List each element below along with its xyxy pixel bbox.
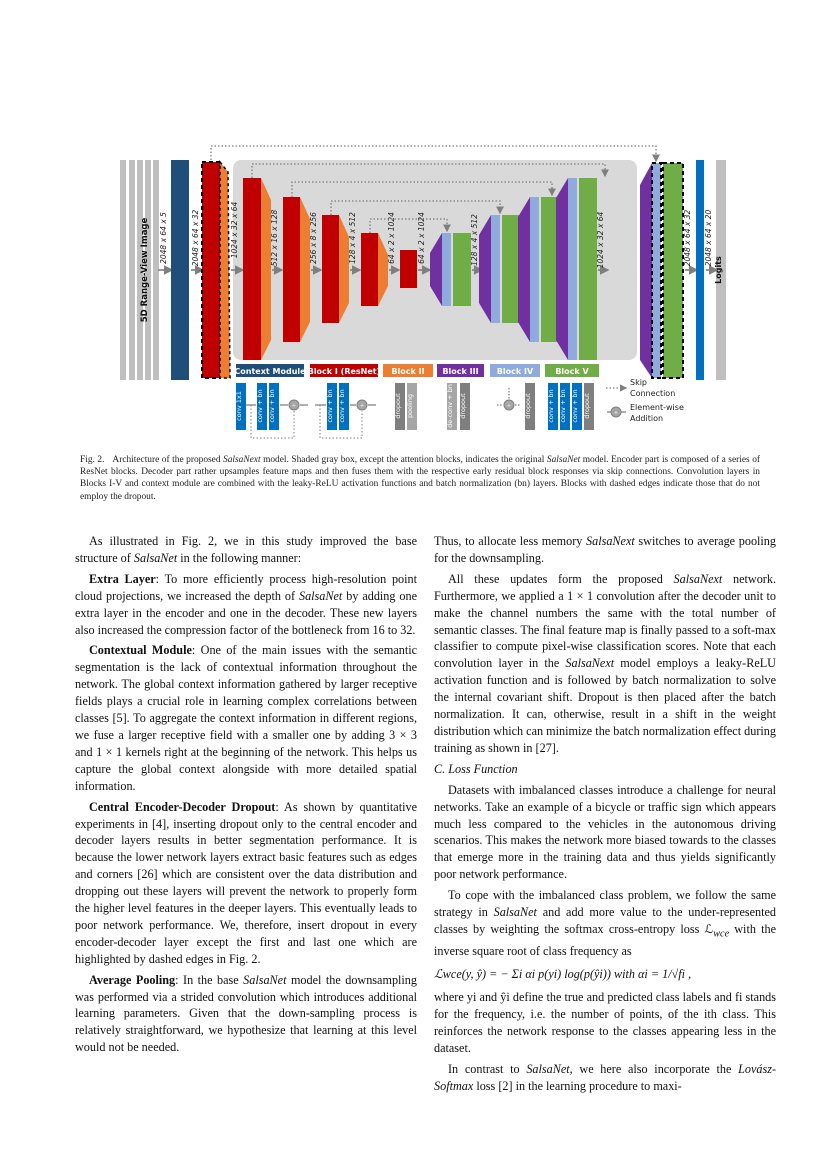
final-skip-fusion-block xyxy=(652,163,661,378)
loss-paragraph-1: Datasets with imbalanced classes introduce a challenge for neural networks. Take an example of a bicycle or traffic sign which appears much less compared to the vehicles in the autonomous driving scenarios. This makes the network more biased towards to the classes that emerge more in the training data and thus yields significantly poor network performance. xyxy=(434,782,776,882)
op-label: conv + bn xyxy=(559,389,567,423)
op-label: pooling xyxy=(406,394,414,418)
dim-label: 1024 x 32 x 64 xyxy=(596,211,605,269)
op-label: conv + bn xyxy=(268,389,276,423)
decoder-skip-fusion-block xyxy=(530,197,539,342)
encoder-resnet-block xyxy=(243,178,261,360)
op-label: dropout xyxy=(524,393,532,419)
contrast-paragraph: In contrast to SalsaNet, we here also incorporate the Lovász-Softmax loss [2] in the learning procedure to maxi- xyxy=(434,1061,776,1093)
op-label: de-conv + bn xyxy=(446,384,454,428)
dim-label: 2048 x 64 x 32 xyxy=(683,209,692,267)
left-column xyxy=(75,533,417,1060)
legend-block-label: Block V xyxy=(555,367,589,376)
dim-label: 256 x 8 x 256 xyxy=(309,212,318,264)
op-label: conv + bn xyxy=(571,389,579,423)
legend-block-label: Block II xyxy=(391,367,425,376)
decoder-upsample-block xyxy=(556,178,568,360)
dropout-paragraph: Central Encoder-Decoder Dropout: As shown by quantitative experiments in [4], inserting dropout only to the central encoder and decoder layers results in better segmentation performance. It is because the lower network layers extract basic features such as edges and corners [26] which are consistent over the data distribution and dropping out these layers will prevent the network to properly form the higher level features in the deeper layers. This eventually leads to poor network performance. We, therefore, insert dropout in every encoder-decoder layer except the first and last one which are highlighted by dashed edges in Fig. 2. xyxy=(75,799,417,966)
decoder-conv-block xyxy=(502,215,520,323)
decoder-skip-fusion-block xyxy=(491,215,500,323)
caption-label: Fig. 2. xyxy=(80,455,105,465)
dim-label: 2048 x 64 x 5 xyxy=(159,212,168,264)
loss-equation: ℒwce(y, ŷ) = − Σi αi p(yi) log(p(ŷi)) with αi = 1/√fi , xyxy=(434,967,692,982)
op-label: dropout xyxy=(394,393,402,419)
op-label: conv + bn xyxy=(547,389,555,423)
architecture-figure xyxy=(0,0,827,450)
continuation-paragraph: Thus, to allocate less memory SalsaNext switches to average pooling for the downsampling. xyxy=(434,534,776,565)
dim-label: 2048 x 64 x 32 xyxy=(191,209,200,267)
dim-label: 64 x 2 x 1024 xyxy=(387,212,396,264)
context-module-block xyxy=(202,162,220,378)
legend-add-label: Element-wise Addition xyxy=(630,403,684,423)
op-label: conv + bn xyxy=(256,389,264,423)
dim-label: 512 x 16 x 128 xyxy=(270,209,279,267)
updates-paragraph: All these updates form the proposed SalsaNext network. Furthermore, we applied a 1 × 1 convolution after the decoder unit to make the channel numbers the same with the total number of semantic classes. The final feature map is finally passed to a soft-max classifier to compute pixel-wise classification scores. Note that each convolution layer in the SalsaNext model employs a leaky-ReLU activation function and is followed by batch normalization to solve the internal covariant shift. Dropout is then placed after the batch normalization. It can, otherwise, result in a shift in the weight distribution which can minimize the batch normalization effect during training as shown in [27]. xyxy=(434,571,777,755)
legend-block-label: Block III xyxy=(442,367,479,376)
op-label: conv + bn xyxy=(326,389,334,423)
contextual-module-paragraph: Contextual Module: One of the main issues with the semantic segmentation is the lack of contextual information throughout the network. The global context information gathered by larger receptive fields plays a crucial role in learning complex correlations between classes [5]. To aggregate the context information in different regions, we fuse a larger receptive field with a smaller one by adding 3 × 3 and 1 × 1 kernels right at the beginning of the network. This helps us capture the global context alongside with more detailed spatial information. xyxy=(75,643,418,793)
dim-label: 1024 x 32 x 64 xyxy=(230,201,239,259)
figure-caption: Fig. 2. Architecture of the proposed SalsaNext model. Shaded gray box, except the attention blocks, indicates the original SalsaNet model. Encoder part is composed of a series of ResNet blocks. Decoder part rather upsamples feature maps and then fuses them with the respective early residual block responses via skip connections. Convolution layers in Blocks I-V and context module are combined with the leaky-ReLU activation functions and batch normalization (bn) layers. Blocks with dashed edges indicate those that do not employ the dropout. xyxy=(80,455,760,502)
loss-paragraph-2: To cope with the imbalanced class problem, we follow the same strategy in SalsaNet and add more value to the under-represented classes by weighting the softmax cross-entropy loss ℒ$_{wce}$ with the inverse square root of class frequency as xyxy=(434,888,776,959)
legend-block-label: Context Module xyxy=(234,367,306,376)
decoder-upsample-block xyxy=(518,197,530,342)
input-channel-bar xyxy=(120,160,126,380)
decoder-conv-block xyxy=(579,178,597,360)
decoder-skip-fusion-block xyxy=(442,233,451,306)
dim-label: 128 x 4 x 512 xyxy=(470,214,479,266)
op-label: dropout xyxy=(583,393,591,419)
decoder-conv-block xyxy=(453,233,471,306)
plus-glyph: + xyxy=(507,401,511,410)
input-label: 5D Range-View Image xyxy=(140,217,150,323)
op-label: dropout xyxy=(459,393,467,419)
plus-glyph: + xyxy=(292,401,296,410)
final-conv-block xyxy=(663,163,683,378)
bottleneck-block xyxy=(400,250,417,288)
legend-skip-label: Skip Connection xyxy=(630,378,676,398)
op-label: conv 1x1 xyxy=(235,391,243,421)
plus-glyph: + xyxy=(614,408,618,417)
plus-glyph: + xyxy=(360,401,364,410)
final-upsample-block xyxy=(640,163,652,378)
dim-label: 2048 x 64 x 20 xyxy=(704,209,713,267)
decoder-skip-fusion-block xyxy=(568,178,577,360)
dim-label: 64 x 2 x 1024 xyxy=(417,212,426,264)
right-column xyxy=(434,533,776,1099)
encoder-resnet-block xyxy=(283,197,300,342)
extra-layer-paragraph: Extra Layer: To more efficiently process high-resolution point cloud projections, we increased the depth of SalsaNet by adding one extra layer in the encoder and one in the decoder. These new layers also increased the compression factor of the bottleneck from 16 to 32. xyxy=(75,571,417,637)
legend-block-label: Block IV xyxy=(496,367,534,376)
op-label: conv + bn xyxy=(338,389,346,423)
intro-paragraph: As illustrated in Fig. 2, we in this study improved the base structure of SalsaNet in the following manner: xyxy=(75,534,417,565)
encoder-resnet-block xyxy=(361,233,378,306)
logits-label: Logits xyxy=(714,256,723,284)
average-pooling-paragraph: Average Pooling: In the base SalsaNet model the downsampling was performed via a strided convolution which introduces additional learning parameters. Given that the down-sampling process is relatively straightforward, we hypothesize that learning at this level would not be needed. xyxy=(75,972,417,1055)
input-channel-bar xyxy=(129,160,135,380)
input-conv-block xyxy=(171,160,189,380)
dim-label: 128 x 4 x 512 xyxy=(348,212,357,264)
legend-block-label: Block I (ResNet) xyxy=(307,367,381,376)
where-paragraph: where yi and ŷi define the true and predicted class labels and fi stands for the frequency, i.e. the number of points, of the ith class. This reinforces the network response to the classes appearing less in the dataset. xyxy=(434,990,776,1055)
encoder-pooling-block xyxy=(261,178,271,360)
output-conv-1x1-block xyxy=(696,160,704,380)
skip-connection-outer xyxy=(211,146,656,161)
encoder-resnet-block xyxy=(322,215,339,323)
section-heading-loss-function: C. Loss Function xyxy=(434,761,518,776)
